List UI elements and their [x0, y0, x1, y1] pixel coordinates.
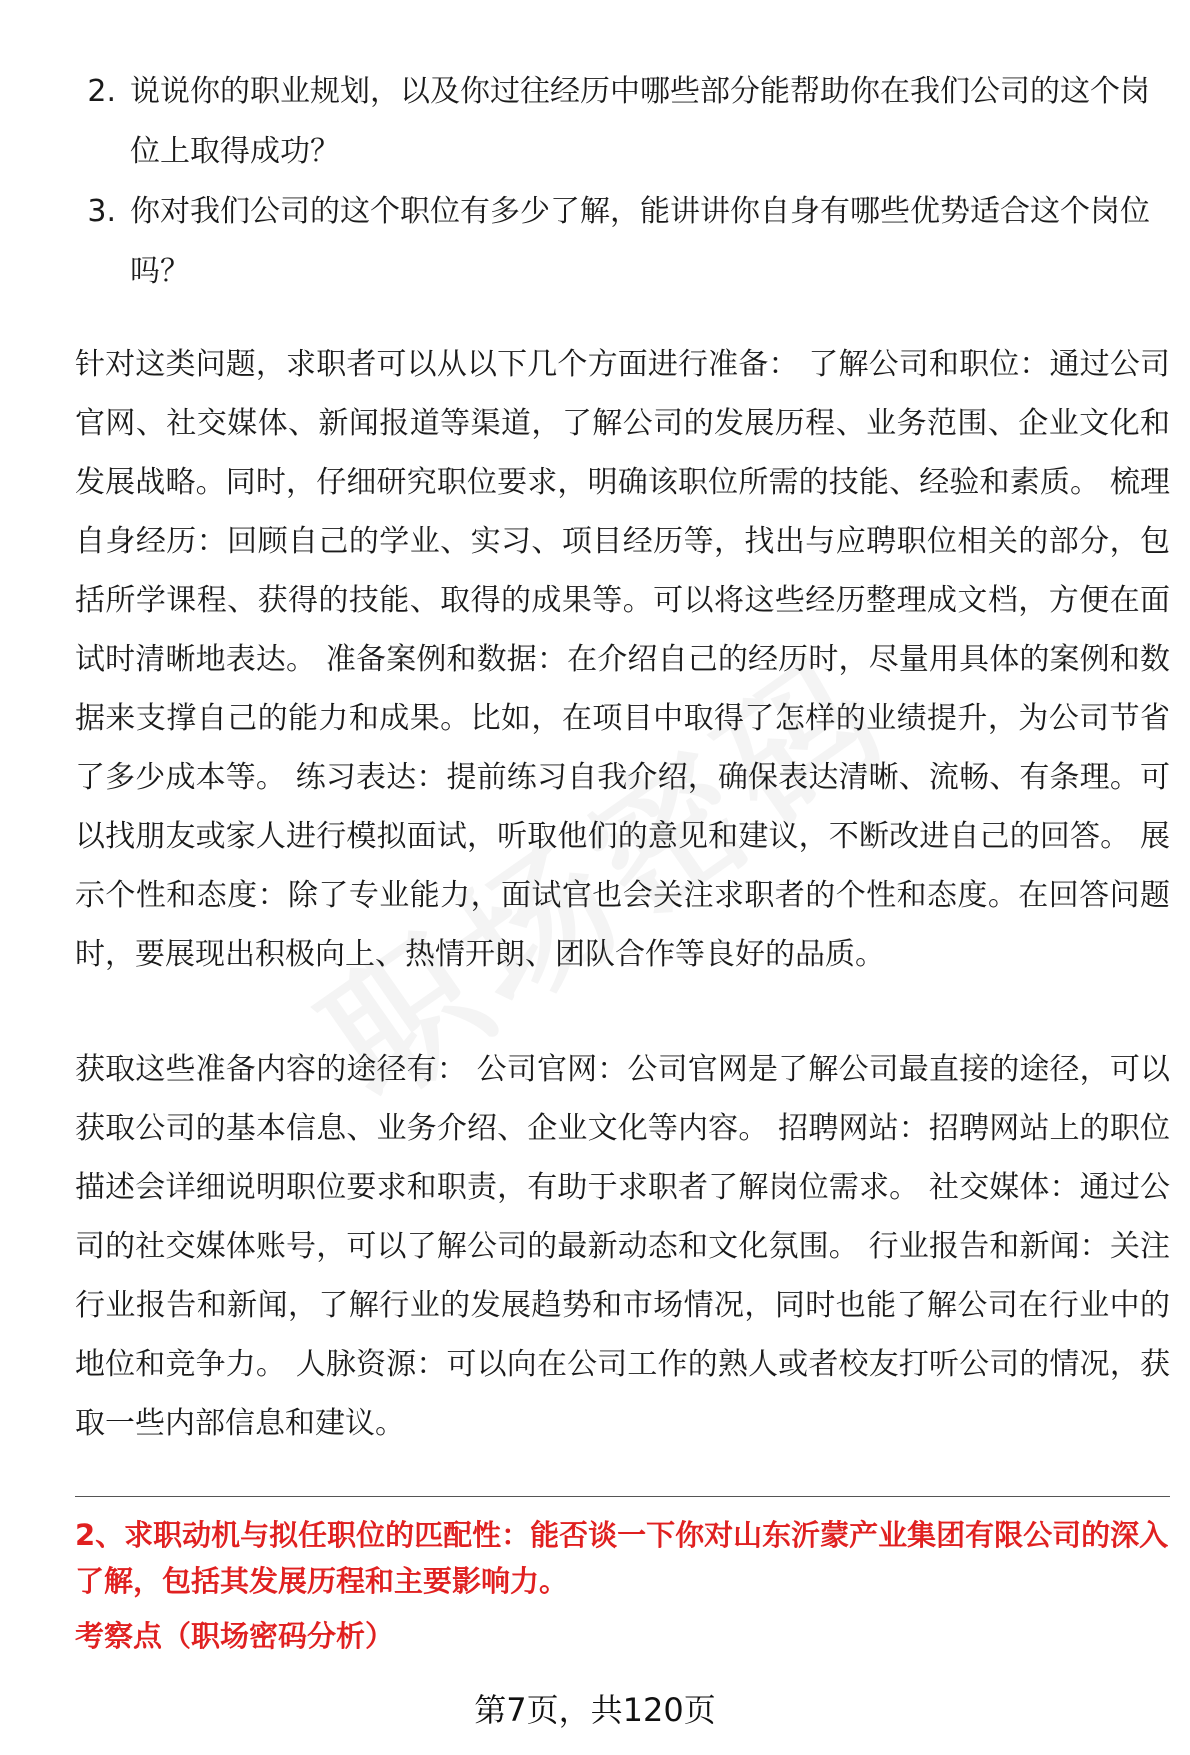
list-item	[75, 62, 1170, 182]
question-list	[75, 62, 1170, 302]
section-heading: 2、求职动机与拟任职位的匹配性：能否谈一下你对山东沂蒙产业集团有限公司的深入了解，包括其发展历程和主要影响力。	[75, 1518, 1169, 1598]
page-number: 第7页，共120页	[474, 1691, 716, 1729]
list-item-text: 说说你的职业规划，以及你过往经历中哪些部分能帮助你在我们公司的这个岗位上取得成功？	[130, 74, 1150, 169]
sources-paragraph: 获取这些准备内容的途径有： 公司官网：公司官网是了解公司最直接的途径，可以获取公司的基本信息、业务介绍、企业文化等内容。 招聘网站：招聘网站上的职位描述会详细说明职位要求和职责，有助于求职者了解岗位需求。 社交媒体：通过公司的社交媒体账号，可以了解公司的最新动态和文化氛围。 行业报告和新闻：关注行业报告和新闻，了解行业的发展趋势和市场情况，同时也能了解公司在行业中的地位和竞争力。 人脉资源：可以向在公司工作的熟人或者校友打听公司的情况，获取一些内部信息和建议。	[75, 1052, 1170, 1441]
section-subheading: 考察点（职场密码分析）	[75, 1619, 395, 1653]
list-item	[75, 182, 1170, 302]
preparation-paragraph: 针对这类问题，求职者可以从以下几个方面进行准备： 了解公司和职位：通过公司官网、社交媒体、新闻报道等渠道，了解公司的发展历程、业务范围、企业文化和发展战略。同时，仔细研究职位要求，明确该职位所需的技能、经验和素质。 梳理自身经历：回顾自己的学业、实习、项目经历等，找出与应聘职位相关的部分，包括所学课程、获得的技能、取得的成果等。可以将这些经历整理成文档，方便在面试时清晰地表达。 准备案例和数据：在介绍自己的经历时，尽量用具体的案例和数据来支撑自己的能力和成果。比如，在项目中取得了怎样的业绩提升，为公司节省了多少成本等。 练习表达：提前练习自我介绍，确保表达清晰、流畅、有条理。可以找朋友或家人进行模拟面试，听取他们的意见和建议，不断改进自己的回答。 展示个性和态度：除了专业能力，面试官也会关注求职者的个性和态度。在回答问题时，要展现出积极向上、热情开朗、团队合作等良好的品质。	[75, 347, 1170, 972]
list-item-number: 3.	[87, 194, 116, 229]
list-item-text: 你对我们公司的这个职位有多少了解，能讲讲你自身有哪些优势适合这个岗位吗？	[130, 194, 1150, 289]
list-item-number: 2.	[87, 74, 116, 109]
section-divider	[75, 1496, 1170, 1497]
